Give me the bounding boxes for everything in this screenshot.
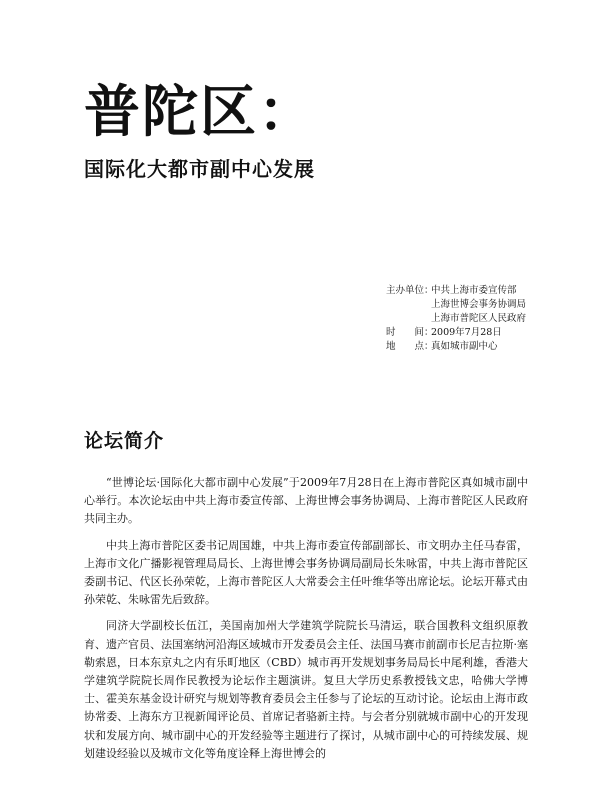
organizer-2: 上海世博会事务协调局 [431,299,527,310]
section-heading: 论坛简介 [84,430,165,452]
time-row [386,326,526,340]
place-label: 地 点： [386,341,434,352]
organizer-3: 上海市普陀区人民政府 [431,313,527,324]
paragraph: 同济大学副校长伍江，美国南加州大学建筑学院院长马清运，联合国教科文组织原教育、遗产官员、法国塞纳河沿海区域城市开发委员会主任、法国马赛市前副市长尼吉拉斯·塞勒索恩，日本东京丸之内有乐町地区（CBD）城市再开发规划事务局局长中尾利雄，香港大学建筑学院院长周作民教授为论坛作主题演讲。复旦大学历史系教授钱文忠，哈佛大学博士、霍美东基金设计研究与规划等教育委员会主任参与了论坛的互动讨论。论坛由上海市政协常委、上海东方卫视新闻评论员、首席记者骆新主持。与会者分别就城市副中心的开发现状和发展方向、城市副中心的开发经验等主题进行了探讨，从城市副中心的可持续发展、规划建设经验以及城市文化等角度诠释上海世博会的 [84,619,528,760]
organizer-row [386,284,526,298]
paragraph: “世博论坛·国际化大都市副中心发展”于2009年7月28日在上海市普陀区真如城市副中心举行。本次论坛由中共上海市委宣传部、上海世博会事务协调局、上海市普陀区人民政府共同主办。 [84,476,528,526]
section-body [84,474,528,771]
place-row [386,340,526,354]
document-title: 普陀区： [84,79,316,145]
paragraph: 中共上海市普陀区委书记周国雄，中共上海市委宣传部副部长、市文明办主任马春雷，上海市文化广播影视管理局局长、上海世博会事务协调局副局长朱咏雷，中共上海市普陀区委副书记、代区长孙荣乾，上海市普陀区人大常委会主任叶维华等出席论坛。论坛开幕式由孙荣乾、朱咏雷先后致辞。 [84,538,528,607]
time-value: 2009年7月28日 [431,327,502,338]
document-subtitle: 国际化大都市副中心发展 [84,157,315,181]
organizer-1: 中共上海市委宣传部 [431,285,517,296]
time-label: 时 间： [386,327,434,338]
place-value: 真如城市副中心 [431,341,498,352]
event-info-block [386,284,526,354]
organizer-label: 主办单位： [386,285,434,296]
